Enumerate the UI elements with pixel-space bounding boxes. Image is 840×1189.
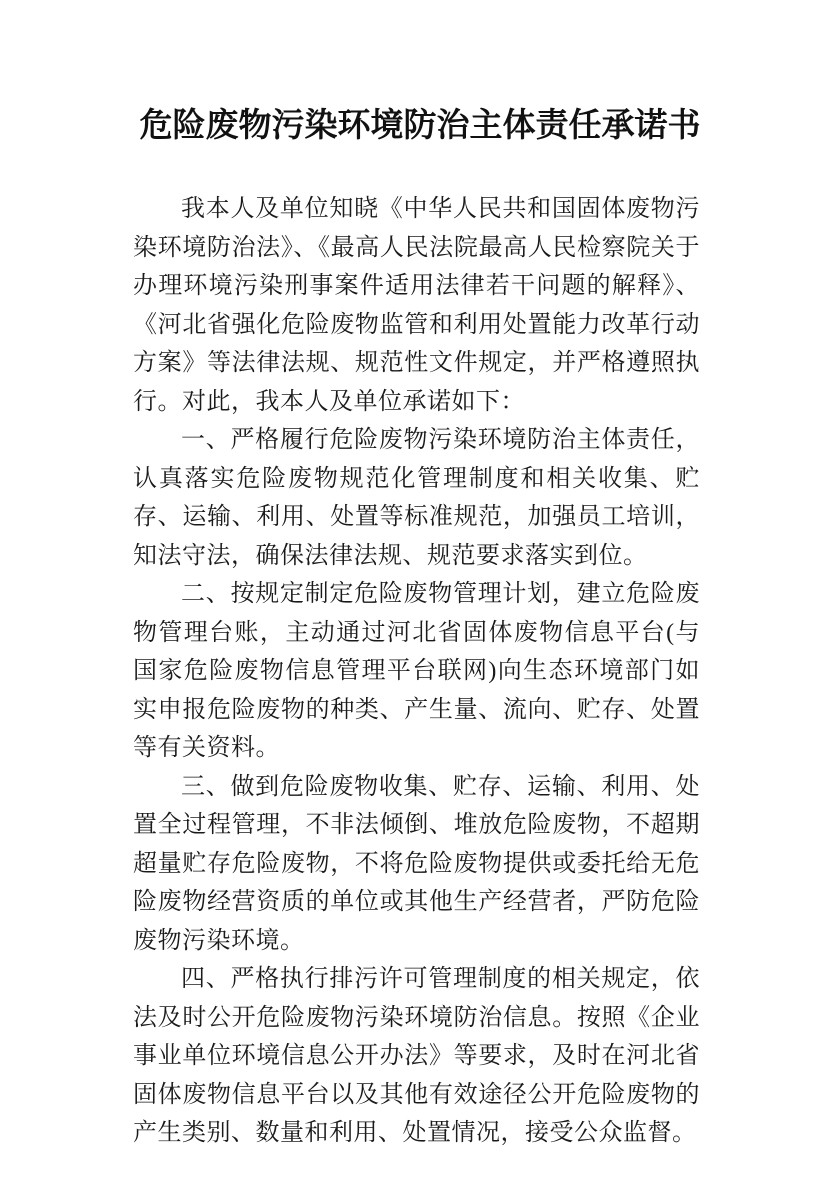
document-body xyxy=(133,190,700,1153)
document-title: 危险废物污染环境防治主体责任承诺书 xyxy=(139,105,701,144)
paragraph-item-2: 二、按规定制定危险废物管理计划，建立危险废物管理台账，主动通过河北省固体废物信息平台(与国家危险废物信息管理平台联网)向生态环境部门如实申报危险废物的种类、产生量、流向、贮存、处置等有关资料。 xyxy=(133,581,700,761)
paragraph-item-1: 一、严格履行危险废物污染环境防治主体责任，认真落实危险废物规范化管理制度和相关收集、贮存、运输、利用、处置等标准规范，加强员工培训，知法守法，确保法律法规、规范要求落实到位。 xyxy=(133,427,700,569)
paragraph-intro: 我本人及单位知晓《中华人民共和国固体废物污染环境防治法》、《最高人民法院最高人民检察院关于办理环境污染刑事案件适用法律若干问题的解释》、《河北省强化危险废物监管和利用处置能力改革行动方案》等法律法规、规范性文件规定，并严格遵照执行。对此，我本人及单位承诺如下： xyxy=(133,196,700,415)
paragraph-item-3: 三、做到危险废物收集、贮存、运输、利用、处置全过程管理，不非法倾倒、堆放危险废物，不超期超量贮存危险废物，不将危险废物提供或委托给无危险废物经营资质的单位或其他生产经营者，严防危险废物污染环境。 xyxy=(133,773,700,954)
paragraph-item-4: 四、严格执行排污许可管理制度的相关规定，依法及时公开危险废物污染环境防治信息。按照《企业事业单位环境信息公开办法》等要求，及时在河北省固体废物信息平台以及其他有效途径公开危险废物的产生类别、数量和利用、处置情况，接受公众监督。 xyxy=(133,966,700,1146)
